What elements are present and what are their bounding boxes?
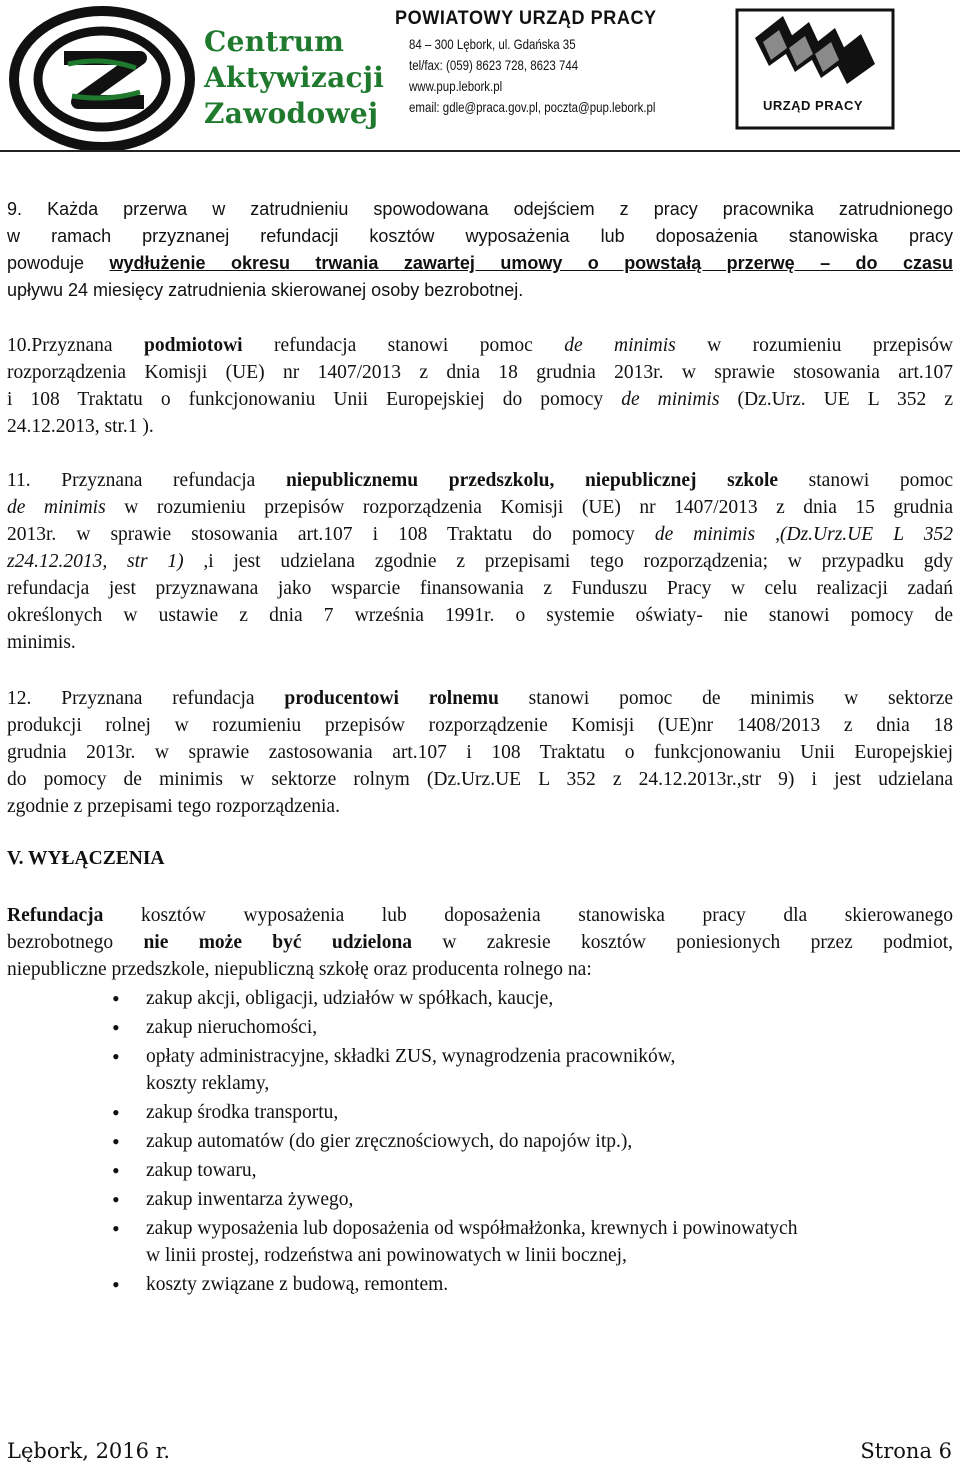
text-line: upływu 24 miesięcy zatrudnienia skierowanej osoby bezrobotnej. [7, 280, 524, 300]
text-line: 9. Każda przerwa w zatrudnieniu spowodowana odejściem z pracy pracownika zatrudnionego [7, 199, 953, 219]
text-line: i 108 Traktatu o funkcjonowaniu Unii Europejskiej do pomocy de minimis (Dz.Urz. UE L 352 z [7, 389, 953, 410]
text-line: refundacja jest przyznawana jako wsparcie finansowania z Funduszu Pracy w celu realizacji zadań [7, 578, 953, 599]
text-line: do pomocy de minimis w sektorze rolnym (Dz.Urz.UE L 352 z 24.12.2013r.,str 9) i jest udzielana [7, 769, 953, 790]
urzad-pracy-logo-text: URZĄD PRACY [762, 98, 864, 113]
paragraph-12 [7, 685, 953, 820]
paragraph-10 [7, 332, 953, 440]
text-line: w ramach przyznanej refundacji kosztów wyposażenia lub doposażenia stanowiska pracy [7, 226, 953, 246]
text-line: 11. Przyznana refundacja niepublicznemu przedszkolu, niepublicznej szkole stanowi pomoc [7, 470, 953, 491]
text-line: Refundacja kosztów wyposażenia lub doposażenia stanowiska pracy dla skierowanego [7, 905, 953, 926]
text-line: określonych w ustawie z dnia 7 września 1991r. o systemie oświaty- nie stanowi pomocy de [7, 605, 953, 626]
pup-website: www.pup.lebork.pl [409, 78, 503, 94]
cza-line-1: Centrum [204, 25, 345, 58]
pup-title: POWIATOWY URZĄD PRACY [395, 8, 657, 29]
pup-email: email: gdle@praca.gov.pl, poczta@pup.lebork.pl [409, 99, 656, 115]
pup-address: 84 – 300 Lębork, ul. Gdańska 35 [409, 36, 576, 52]
list-item: • zakup automatów (do gier zręcznościowych, do napojów itp.), [112, 1128, 952, 1155]
text-line: 12. Przyznana refundacja producentowi rolnemu stanowi pomoc de minimis w sektorze [7, 688, 954, 709]
text-line: bezrobotnego nie może być udzielona w zakresie kosztów poniesionych przez podmiot, [7, 932, 953, 953]
text-line: niepubliczne przedszkole, niepubliczną szkołę oraz producenta rolnego na: [7, 959, 592, 980]
text-line: 10.Przyznana podmiotowi refundacja stanowi pomoc de minimis w rozumieniu przepisów [7, 335, 953, 356]
pup-contact-block [395, 8, 725, 118]
text-line: zgodnie z przepisami tego rozporządzenia. [7, 796, 340, 817]
text-line: rozporządzenia Komisji (UE) nr 1407/2013 z dnia 18 grudnia 2013r. w sprawie stosowania art.107 [7, 362, 953, 383]
list-item: • koszty związane z budową, remontem. [112, 1271, 952, 1298]
letterhead [0, 0, 960, 152]
list-item: • zakup inwentarza żywego, [112, 1186, 952, 1213]
text-line: grudnia 2013r. w sprawie zastosowania art.107 i 108 Traktatu o funkcjonowaniu Unii Europejskiej [7, 742, 953, 763]
footer-page-number: Strona 6 [860, 1439, 952, 1463]
exclusion-intro [7, 902, 953, 983]
text-line: z24.12.2013, str 1) ,i jest udzielana zgodnie z przepisami tego rozporządzenia; w przypadku gdy [7, 551, 953, 572]
list-item: • zakup nieruchomości, [112, 1014, 952, 1041]
list-item: • zakup środka transportu, [112, 1099, 952, 1126]
pup-phone: tel/fax: (059) 8623 728, 8623 744 [409, 57, 579, 73]
text-line: 2013r. w sprawie stosowania art.107 i 108 Traktatu do pomocy de minimis ,(Dz.Urz.UE L 352 [7, 524, 953, 545]
list-item: • zakup wyposażenia lub doposażenia od współmałżonka, krewnych i powinowatych w linii prostej, rodzeństwa ani powinowatych w linii bocznej, [112, 1215, 952, 1269]
text-line: 24.12.2013, str.1 ). [7, 416, 154, 437]
list-item: • zakup akcji, obligacji, udziałów w spółkach, kaucje, [112, 985, 952, 1012]
footer-place-date: Lębork, 2016 r. [7, 1439, 171, 1463]
section-heading: V. WYŁĄCZENIA [7, 848, 165, 869]
text-line: produkcji rolnej w rozumieniu przepisów rozporządzenie Komisji (UE)nr 1408/2013 z dnia 18 [7, 715, 953, 736]
list-item: • zakup towaru, [112, 1157, 952, 1184]
exclusion-list [112, 985, 952, 1300]
paragraph-11 [7, 467, 953, 656]
cza-logo-icon [8, 6, 196, 152]
paragraph-9 [7, 196, 953, 304]
text-line: de minimis w rozumieniu przepisów rozporządzenia Komisji (UE) nr 1407/2013 z dnia 15 grudnia [7, 497, 953, 518]
list-item: • opłaty administracyjne, składki ZUS, wynagrodzenia pracowników, koszty reklamy, [112, 1043, 952, 1097]
cza-line-3: Zawodowej [204, 97, 379, 130]
text-line: minimis. [7, 632, 76, 653]
text-line: powoduje wydłużenie okresu trwania zawartej umowy o powstałą przerwę – do czasu [7, 253, 953, 273]
header-divider [0, 150, 960, 152]
cza-name [204, 24, 394, 132]
cza-line-2: Aktywizacji [204, 61, 385, 94]
